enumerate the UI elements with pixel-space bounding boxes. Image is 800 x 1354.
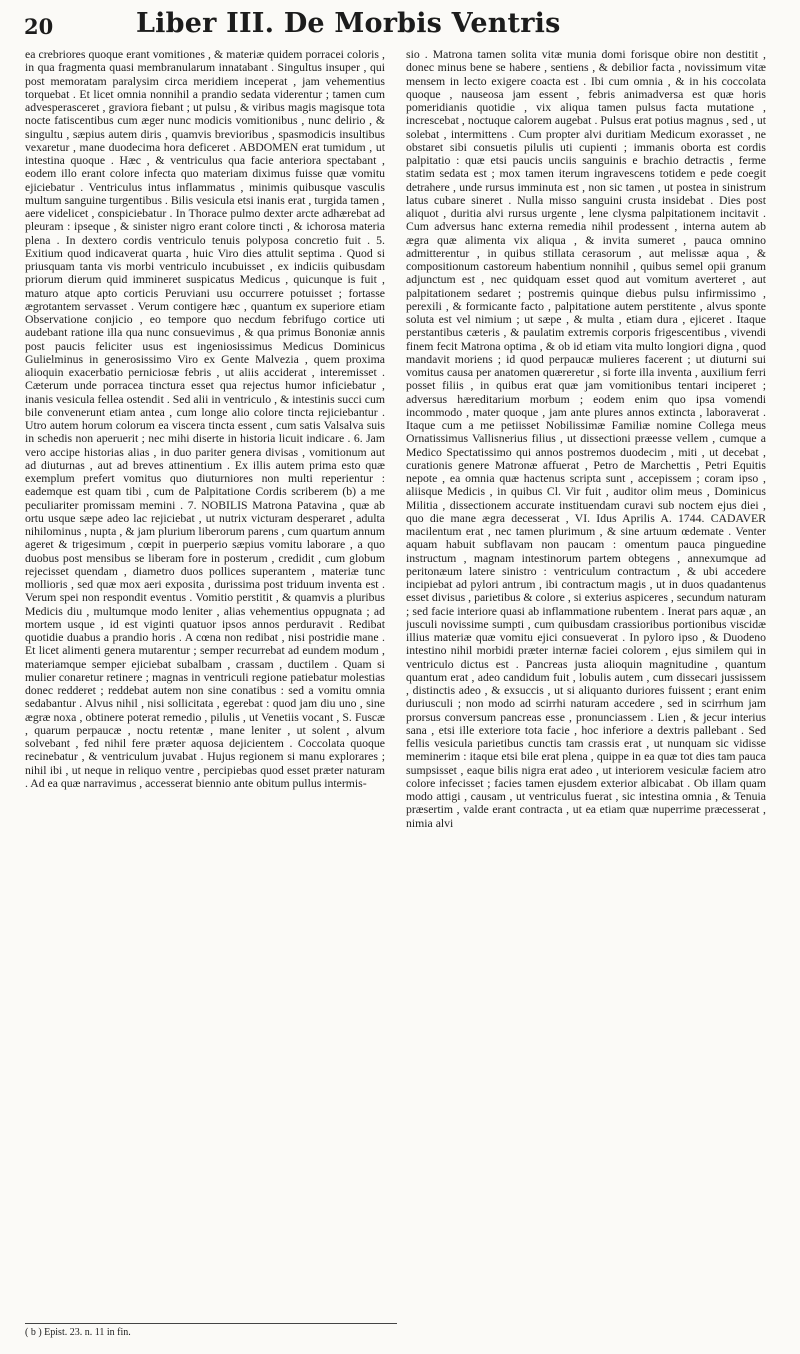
footnote-rule [25, 1323, 397, 1324]
footnote: ( b ) Epist. 23. n. 11 in fin. [25, 1327, 131, 1338]
left-column [25, 48, 385, 1260]
left-column-text: ea crebriores quoque erant vomitiones , & materiæ quidem porracei coloris , in qua fragmenta quasi membranularum innatabant . Singultus insuper , qui post memoratam paralysim circa meridiem inceperat , jam vehementius torquebat . Et licet omnia nonnihil a prandio sedata viderentur ; tamen cum advesperasceret , graviora fiebant ; ut pulsu , & viribus magis magisque tota nocte fatiscentibus cum æger nunc modicis vomitionibus , nunc delirio , & singultu , sæpius autem diris , quamvis brevioribus , spasmodicis insultibus vexaretur , mane duodecima hora deficeret . ABDOMEN erat tumidum , ut intestina quoque . Hæc , & ventriculus qua facie anteriora spectabant , eodem illo erant colore infecta quo materiam diximus fuisse quæ vomitu ejiciebatur . Ventriculus intus inflammatus , minimis quibusque vasculis multum sanguine turgentibus . Bilis vesicula etsi inanis erat , turgida tamen , aere videlicet , conspiciebatur . In Thorace pulmo dexter arcte adhærebat ad pleuram : ipseque , & sinister nigro erant colore tincti , & ichorosa materia plena . In dextero cordis ventriculo tenuis polyposa concretio fuit . 5. Exitium quod indicaverat quarta , huic Viro dies attulit septima . Quod si priusquam tanta vis morbi ventriculo incubuisset , ex indiciis quibusdam priorum dierum quid immineret suspicatus Medicus , quicunque is fuit , maturo atque apto corticis Peruviani usu occurrere potuisset ; fortasse ægrotantem servasset . Verum contigere hæc , quantum ex superiore etiam Observatione conjicio , eo tempore quo necdum febrifugo cortice uti audebant ratione illa qua nunc consuevimus , & qua primus Bononiæ annis post paucis feliciter usus est ingeniosissimus Medicus Dominicus Gulielminus in generosissimo Viro ex Gente Malvezia , quem proxima alioquin exacerbatio perniciosæ febris , ut aliis acciderat , interemisset . Cæterum unde porracea tinctura esset qua rejectus humor inficiebatur , inanis vesicula fellea ostendit . Sed alii in ventriculo , & intestinis succi cum bile convenerunt etiam antea , cum longe alio colore tincta rejiciebantur . Utro autem horum colorum ea viscera tincta essent , cum satis Valsalva suis in schedis non aperuerit ; nec mihi diserte in historia licuit indicare . 6. Jam vero accipe historias alias , in duo pariter genera divisas , vomitionum aut ad diuturnas , aut ad breves attinentium . Ex illis autem prima esto quæ exemplum prefert vomitus quo diuturniores non multi reperientur : eademque est quam tibi , cum de Palpitatione Cordis scriberem (b) a me peculiariter promissam memini . 7. NOBILIS Matrona Patavina , quæ ab ortu usque sæpe adeo lac rejiciebat , ut nutrix victuram desperaret , adulta nihilominus , nupta , & jam plurium liberorum parens , cum quartum annum ageret & trigesimum , cœpit in puerperio sæpius vomitu laborare , a quo duobus post mensibus se liberam fore in posterum , credidit , cum globum rejecisset quendam , diametro duos pollices superantem , materiæ tunc mollioris , sed quæ mox aeri exposita , durissima post triduum inventa est . Verum spei non respondit eventus . Vomitio perstitit , & quamvis a pluribus Medicis diu , multumque modo leniter , alias vehementius oppugnata ; ad mortem usque , id est viginti quatuor ipsos annos perduravit . Redibat quotidie duabus a prandio horis . A cœna non redibat , nisi postridie mane . Et licet alimenti genera mutarentur ; semper recurrebat ad eundem modum , materiamque semper ejiciebat subalbam , crassam , ductilem . Quam si mulier conaretur retinere ; magnas in ventriculi regione patiebatur molestias donec redderet ; reddebat autem non sine conatibus : sed a vomitu omnia sedabantur . Alvus nihil , nisi sollicitata , egerebat : quod jam diu uno , sine ægræ noxa , obtinere poterat remedio , pilulis , ut Venetiis vocant , S. Fuscæ , quarum perpaucæ , noctu retentæ , mane leniter , ut solent , alvum solvebant , fed nihil fere præter aquosa dejicientem . Coccolata quoque recinebatur , & ventriculum juvabat . Hujus regionem si manu explorares ; nihil ibi , ut neque in reliquo ventre , percipiebas quod esset præter naturam . Ad ea quæ narravimus , accesserat biennio ante obitum pullus intermis- [25, 48, 385, 790]
right-column [406, 48, 766, 1354]
right-column-text: sio . Matrona tamen solita vitæ munia domi forisque obire non destitit , donec minus bene se habere , sentiens , & debilior facta , novissimum vitæ mensem in lecto exigere coacta est . Ibi cum omnia , & in his coccolata quoque , nauseosa jam essent , febris animadversa est quæ horis pomeridianis quotidie , vix aliqua tamen pulsus facta mutatione , increscebat , noctuque calorem augebat . Pulsus erat potius magnus , sed , ut solebat , intermittens . Cum propter alvi duritiam Medicum exorasset , ne obstaret sibi consuetis pilulis uti cupienti ; immanis oborta est cordis palpitatio : quæ etsi paucis unciis sanguinis e brachio detractis , ferme statim sedata est ; mox tamen iterum ingravescens totidem e pede coegit detrahere , unde rursus imminuta est , non sic tamen , ut postea in sinistrum latus cubare sineret . Nulla misso sanguini crusta insidebat . Dies post aliquot , duritia alvi rursus urgente , lene clysma palpitationem incitavit . Cum adversus hanc externa remedia nihil prodessent , interna autem ab ægra quæ alimenta vix aliqua , & invita sumeret , pauca omnino admitterentur , in quibus stillata cerasorum , aut melissæ aqua , & compositionum castoreum habentium nonnihil , quibus semel opii granum adjunctum est , nec quidquam esset quod aut vomitum averteret , aut palpitationem sedaret ; postremis quinque diebus pulsu infirmissimo , perexili , & formicante facto , palpitatione autem perstitente , alvus sponte soluta est vel nimium ; ut sæpe , & multa , etiam dura , ejiceret . Itaque perstantibus cæteris , & paulatim extremis corporis frigescentibus , vivendi finem fecit Matrona optima , & ob id etiam vita multo longiori digna , quod mandavit moriens ; id quod perpaucæ mulieres facerent ; ut diuturni sui vomitus causa per anatomen quæreretur , si forte illa inventa , auxilium ferri posset filiis , in quibus erat quæ jam vomitionibus tentari inciperet ; adversus hæreditarium morbum ; eodem enim quo ipsa vomendi incommodo , mater quoque , jam ante plures annos extincta , laboraverat . Itaque cum a me petiisset Nobilissimæ Familiæ nomine Collega meus Ornatissimus Vallisnerius filius , ut dissectioni præesse vellem , cumque a Medico Spectatissimo qui annos postremos duodecim , miti , ut decebat , curationis genere Matronæ affuerat , Petro de Marchettis , Petri Equitis nepote , ea omnia quæ hactenus scripta sunt , accepissem ; coram ipso , aliisque Medicis , in quibus Cl. Vir fuit , auditor olim meus , Dominicus Militia , dissectionem accurate instituendam curavi sub noctem ejus diei , quo die mane ægra decesserat , VI. Idus Aprilis A. 1744. CADAVER macilentum erat , nec tamen plurimum , & sine artuum œdemate . Venter aquam habuit subflavam non paucam : omentum pauca pinguedine instructum , magnam intestinorum partem obtegens , annexumque ad peritonæum latere sinistro : ventriculum contractum , & ubi accedere incipiebat ad pylori antrum , ibi contractum magis , ut in duos quadantenus esset divisus , parietibus & colore , si exterius aspiceres , secundum naturam ; sed facie interiore quasi ab inflammatione rubentem . Inerat pars aquæ , an jusculi novissime sumpti , cum quibusdam crassioribus portionibus viscidæ illius materiæ quæ vomitu ejici consueverat . In pyloro ipso , & Duodeno intestino nihil morbidi præter internæ faciei colorem , ejus similem qui in ventriculo dictus est . Pancreas justa alioquin magnitudine , quantum quantum erat , adeo candidum fuit , lobulis autem , cum dissecari jussissem , distinctis adeo , & exsuccis , ut si aliquanto duriores fuissent ; erant enim duriusculi ; non modo ad scirrhi naturam accedere , sed in scirrhum jam prorsus conversum pancreas esse , pronunciassem . Lien , & jecur interius sana , etsi ille exteriore tota facie , hoc inferiore a dextris pallebant . Sed fellis vesicula parietibus cunctis tam crassis erat , ut nunquam sic vidisse meminerim : itaque etsi bile erat plena , quippe in ea quæ tot dies tam pauca sumpsisset , eaque bilis nigra erat adeo , ut interiorem vesiculæ faciem atro colore infecisset ; facies tamen ejusdem exterior albicabat . Ob illam quam modo attigi , causam , ut ventriculus fuerat , sic intestina omnia , & Tenuia præsertim , valde erant contracta , ut ea etiam quæ nuperrime præcesserat , nimia alvi [406, 48, 766, 830]
page-header [24, 8, 784, 42]
running-title: Liber III. De Morbis Ventris [136, 8, 561, 39]
page-number: 20 [24, 14, 54, 39]
